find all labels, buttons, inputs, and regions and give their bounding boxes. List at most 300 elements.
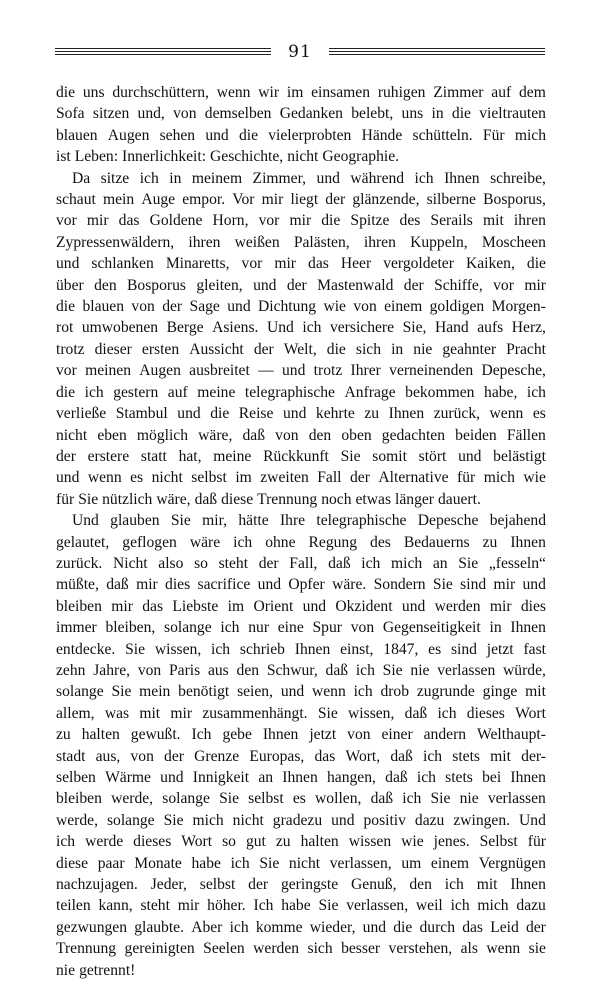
word: der <box>525 918 546 936</box>
word: Jeder, <box>150 876 187 894</box>
word: ich <box>355 661 375 679</box>
word: Leid <box>490 918 519 936</box>
word: Ihnen <box>510 619 546 637</box>
word: meinen <box>85 362 131 380</box>
word: halten <box>81 726 120 744</box>
word: Sie <box>458 554 479 572</box>
word: selben <box>56 769 96 786</box>
word: mit <box>525 683 546 701</box>
word: nicht <box>56 426 88 444</box>
word: mit <box>476 876 498 894</box>
word: sie <box>528 940 546 958</box>
word: daß <box>404 704 428 722</box>
word: von <box>347 726 371 744</box>
word: Auge <box>141 191 176 209</box>
word: Da <box>72 169 91 187</box>
word: möglich <box>136 426 189 444</box>
word: versichere <box>329 319 395 337</box>
word: sitzen <box>92 105 130 123</box>
word: daß <box>325 661 349 679</box>
word: Heer <box>340 255 372 273</box>
word: und <box>331 811 355 829</box>
word: wieder, <box>309 918 356 936</box>
word: stadt <box>56 747 86 765</box>
word: daß <box>385 769 408 786</box>
text-line <box>56 425 546 446</box>
word: in <box>391 340 404 358</box>
word: Ihnen <box>282 769 318 786</box>
word: ich <box>402 790 422 808</box>
word: die <box>451 105 471 123</box>
text-line <box>56 146 546 167</box>
word: wie <box>401 833 424 851</box>
text-line <box>56 938 546 959</box>
word: für <box>457 469 476 487</box>
word: stört <box>418 447 447 465</box>
word: bejahend <box>489 512 546 530</box>
word: das <box>308 255 329 273</box>
word: der <box>403 276 424 294</box>
word: die <box>56 383 76 401</box>
word: somit <box>372 447 407 465</box>
word: mir <box>274 255 296 273</box>
word: Kuppeln, <box>410 233 468 251</box>
word: Vor <box>232 191 255 209</box>
word: und <box>253 276 277 294</box>
word: Ihnen <box>510 876 546 894</box>
word: verließe <box>56 405 107 423</box>
word: wäre <box>189 533 221 551</box>
word: und <box>302 597 327 615</box>
word: von <box>131 298 155 316</box>
word: „fesseln“ <box>488 554 546 572</box>
word: jenes. <box>433 833 470 851</box>
word: sind <box>450 640 477 658</box>
word: nachzujagen. <box>56 876 138 894</box>
word: statt <box>140 447 167 465</box>
header-rule-right <box>329 48 545 58</box>
word: Sie <box>259 854 280 872</box>
word: bleiben <box>56 597 102 615</box>
word: solange <box>106 811 155 829</box>
word: Sie <box>170 512 191 530</box>
word: und <box>282 405 307 423</box>
text-line <box>56 960 546 981</box>
word: ich <box>423 747 443 765</box>
word: Wort <box>181 833 213 851</box>
word: jetzt <box>309 726 337 744</box>
word: auf <box>167 383 188 401</box>
word: mir, <box>202 512 228 530</box>
word: und <box>458 447 482 465</box>
word: Geographie. <box>322 148 400 166</box>
word: glauben <box>110 512 160 530</box>
word: wenn <box>489 405 524 423</box>
word: müßte, <box>56 576 99 594</box>
word: ruhigen <box>377 84 426 101</box>
word: Sie <box>382 661 403 679</box>
word: Sie <box>163 811 184 829</box>
word: gewußt. <box>130 726 181 744</box>
word: Sie <box>125 640 146 658</box>
word: Fällen <box>506 426 546 444</box>
word: nur <box>248 619 270 637</box>
word: verstehen, <box>388 940 453 958</box>
word: auf <box>491 84 512 101</box>
word: ich <box>230 854 250 872</box>
word: was <box>104 704 130 722</box>
text-line <box>56 125 546 146</box>
word: Grenze <box>194 747 240 765</box>
word: Ich <box>253 897 274 915</box>
word: sitze <box>100 169 130 187</box>
word: und <box>56 469 80 487</box>
word: Zimmer <box>433 84 484 101</box>
word: wenn <box>486 940 521 958</box>
word: schütteln. <box>412 126 473 144</box>
text-line <box>56 810 546 831</box>
word: Und <box>266 319 294 337</box>
word: zu <box>56 726 71 744</box>
word: Depesche <box>417 512 479 530</box>
word: daß <box>328 554 351 572</box>
word: von <box>173 105 197 123</box>
word: Wort <box>515 704 546 722</box>
word: vor <box>493 276 514 294</box>
word: belästigt <box>493 447 546 465</box>
word: jetzt <box>486 640 514 658</box>
word: aus <box>207 661 229 679</box>
word: Morgen- <box>491 298 546 316</box>
word: mir <box>177 897 200 915</box>
word: Ich <box>191 726 212 744</box>
word: mein <box>102 191 135 209</box>
word: in <box>489 619 502 637</box>
word: Seelen <box>203 940 245 958</box>
word: die <box>210 405 230 423</box>
word: Genuß, <box>351 876 397 894</box>
word: ich <box>233 533 253 551</box>
word: ich <box>353 683 373 701</box>
word: Kaiken, <box>465 255 515 273</box>
word: das <box>142 597 164 615</box>
word: steht <box>140 897 170 915</box>
word: daß <box>390 747 413 765</box>
word: ich <box>450 897 470 915</box>
word: Mastenwald <box>317 276 394 294</box>
word: der <box>286 276 307 294</box>
word: Rückkunft <box>263 447 329 465</box>
word: im <box>227 597 245 615</box>
word: dazu <box>414 811 445 829</box>
word: zehn <box>56 661 86 679</box>
word: nie <box>56 961 76 979</box>
word: Selbst <box>479 833 518 851</box>
word: dies <box>520 597 546 615</box>
word: trotz <box>313 362 343 380</box>
word: die <box>526 255 546 273</box>
word: selbst <box>191 469 227 487</box>
word: würde, <box>503 661 546 679</box>
word: der <box>164 747 184 765</box>
word: hangen, <box>326 769 376 786</box>
word: zurück. <box>56 554 103 572</box>
word: hätte <box>238 512 269 530</box>
word: wenn <box>87 469 122 487</box>
word: gestern <box>113 383 159 401</box>
text-line <box>56 210 546 231</box>
word: nützlich <box>102 490 153 508</box>
word: Zimmer, <box>252 169 307 187</box>
word: habe <box>191 854 221 872</box>
word: ich <box>444 876 464 894</box>
word: Ihnen <box>294 640 331 658</box>
word: kann, <box>98 897 133 915</box>
word: eben <box>97 426 127 444</box>
word: Sie <box>78 490 99 508</box>
word: mir <box>261 191 284 209</box>
word: ich <box>302 319 322 337</box>
word: Horn, <box>212 212 249 230</box>
word: der <box>253 340 274 358</box>
word: Ihnen <box>510 769 546 786</box>
word: Schiffe, <box>434 276 483 294</box>
word: nie <box>410 661 430 679</box>
word: Gegenseitigkeit <box>382 619 481 637</box>
word: Hand <box>434 319 469 337</box>
word: ich <box>211 640 231 658</box>
text-line <box>56 660 546 681</box>
word: so <box>194 554 208 572</box>
word: Reise <box>238 405 274 423</box>
word: drob <box>380 683 410 701</box>
word: glaubte. <box>134 918 184 936</box>
word: und <box>401 597 426 615</box>
word: Innerlichkeit: <box>122 148 207 166</box>
word: als <box>460 940 478 958</box>
word: mir <box>86 212 109 230</box>
word: dem <box>519 84 546 101</box>
word: mit <box>482 212 504 230</box>
word: Nicht <box>112 554 148 572</box>
word: Minaretts, <box>165 255 230 273</box>
word: nicht <box>288 854 321 872</box>
word: bekommen <box>405 383 475 401</box>
text-line <box>56 446 546 467</box>
word: rot <box>56 319 74 337</box>
word: in <box>431 105 444 123</box>
header-rule-left <box>55 48 271 58</box>
text-line <box>56 681 546 702</box>
word: entdecke. <box>56 640 116 658</box>
word: ich <box>220 619 240 637</box>
word: nicht <box>151 469 183 487</box>
word: Spur <box>312 619 342 637</box>
word: selbst <box>199 876 236 894</box>
word: wir <box>258 84 280 101</box>
word: Orient <box>253 597 294 615</box>
word: Sie <box>111 683 132 701</box>
word: Bedauerns <box>403 533 470 551</box>
word: schrieb <box>239 640 285 658</box>
word: dies <box>165 576 191 594</box>
word: und <box>316 169 340 187</box>
word: Opfer <box>288 576 325 594</box>
word: Sie <box>317 704 338 722</box>
word: daß <box>106 576 129 594</box>
word: Bosporus <box>127 276 186 294</box>
word: Trennung <box>257 490 318 508</box>
word: mir <box>493 576 516 594</box>
word: werden <box>434 597 481 615</box>
word: werde <box>85 833 124 851</box>
word: 1847, <box>383 640 419 658</box>
word: belebt, <box>351 105 394 123</box>
word: zu <box>482 533 498 551</box>
word: wissen, <box>154 640 202 658</box>
word: vieltrauten <box>479 105 546 123</box>
word: und <box>257 576 282 594</box>
word: für <box>56 490 75 508</box>
text-line <box>56 724 546 745</box>
word: die <box>326 340 346 358</box>
word: von <box>130 747 154 765</box>
word: vor <box>241 255 263 273</box>
word: schlanken <box>91 255 154 273</box>
word: noch <box>321 490 352 508</box>
word: Wärme <box>105 769 151 786</box>
word: andern <box>423 726 467 744</box>
word: länger <box>395 490 434 508</box>
word: fast <box>523 640 546 658</box>
word: Sie <box>318 897 339 915</box>
word: verlassen, <box>329 854 392 872</box>
word: Jahre, <box>93 661 131 679</box>
word: das <box>314 747 336 765</box>
word: immer <box>56 619 97 637</box>
word: gezwungen <box>56 918 128 936</box>
word: der <box>350 469 370 487</box>
word: empor. <box>182 191 226 209</box>
word: verlassen <box>437 661 496 679</box>
word: hat, <box>178 447 202 465</box>
word: schreibe, <box>490 169 546 187</box>
word: die <box>321 212 341 230</box>
word: trotz <box>56 340 85 358</box>
word: meine <box>213 447 252 465</box>
text-line <box>56 917 546 938</box>
word: Anfrage <box>344 383 396 401</box>
word: glänzende, <box>352 191 420 209</box>
word: wissen <box>348 833 392 851</box>
word: daß <box>242 426 266 444</box>
word: vergoldeter <box>383 255 454 273</box>
word: von <box>353 298 377 316</box>
text-line <box>56 189 546 210</box>
text-line <box>56 639 546 660</box>
word: Aber <box>191 918 223 936</box>
text-line <box>56 895 546 916</box>
word: habe, <box>484 383 518 401</box>
word: gelautet, <box>56 533 110 551</box>
word: diese <box>221 490 254 508</box>
word: im <box>286 84 304 101</box>
word: mir <box>524 276 546 294</box>
word: Ihre <box>279 512 306 530</box>
word: höher. <box>207 897 246 915</box>
word: ich <box>361 554 381 572</box>
word: Zypressenwäldern, <box>56 233 175 251</box>
word: zu <box>275 833 291 851</box>
word: von <box>275 426 299 444</box>
word: nicht <box>232 811 264 829</box>
word: Augen <box>107 126 150 144</box>
word: Sofa <box>56 105 85 123</box>
word: die <box>393 918 413 936</box>
word: zu <box>364 405 380 423</box>
text-line <box>56 253 546 274</box>
word: Ihnen <box>262 726 299 744</box>
word: Pracht <box>506 340 546 358</box>
word: meinem <box>191 169 243 187</box>
word: sich <box>355 340 382 358</box>
word: Moscheen <box>481 233 546 251</box>
word: Europas, <box>249 747 305 765</box>
text-line <box>56 596 546 617</box>
word: Geschichte, <box>210 148 284 166</box>
word: durch <box>419 918 456 936</box>
word: mich <box>483 469 515 487</box>
word: gut <box>245 833 266 851</box>
word: es <box>532 405 546 423</box>
word: uns <box>401 105 424 123</box>
word: benötigt <box>178 683 230 701</box>
word: Goldene <box>149 212 203 230</box>
text-line <box>56 788 546 809</box>
word: Paris <box>168 661 201 679</box>
text-line <box>56 831 546 852</box>
word: in <box>169 169 182 187</box>
word: der <box>248 876 269 894</box>
word: verlassen <box>487 790 546 808</box>
word: meine <box>197 383 236 401</box>
word: werde, <box>111 790 154 808</box>
word: Gedanken <box>279 105 343 123</box>
word: ersten <box>141 340 180 358</box>
word: Sondern <box>373 576 426 594</box>
word: mich <box>391 554 423 572</box>
text-line <box>56 703 546 724</box>
word: der <box>162 298 183 316</box>
word: aus, <box>95 747 121 765</box>
word: gedachten <box>381 426 446 444</box>
word: Palästen, <box>293 233 350 251</box>
word: dieses <box>466 704 505 722</box>
word: vor <box>258 212 280 230</box>
word: einer <box>381 726 413 744</box>
word: weißen <box>234 233 280 251</box>
text-line <box>56 360 546 381</box>
word: verlassen, <box>346 897 409 915</box>
word: und, <box>137 105 165 123</box>
word: ihren <box>513 212 546 230</box>
word: solange <box>164 619 212 637</box>
word: vor <box>56 362 77 380</box>
text-line <box>56 103 546 124</box>
text-line <box>56 382 546 403</box>
word: von <box>137 661 162 679</box>
word: mir <box>111 597 133 615</box>
